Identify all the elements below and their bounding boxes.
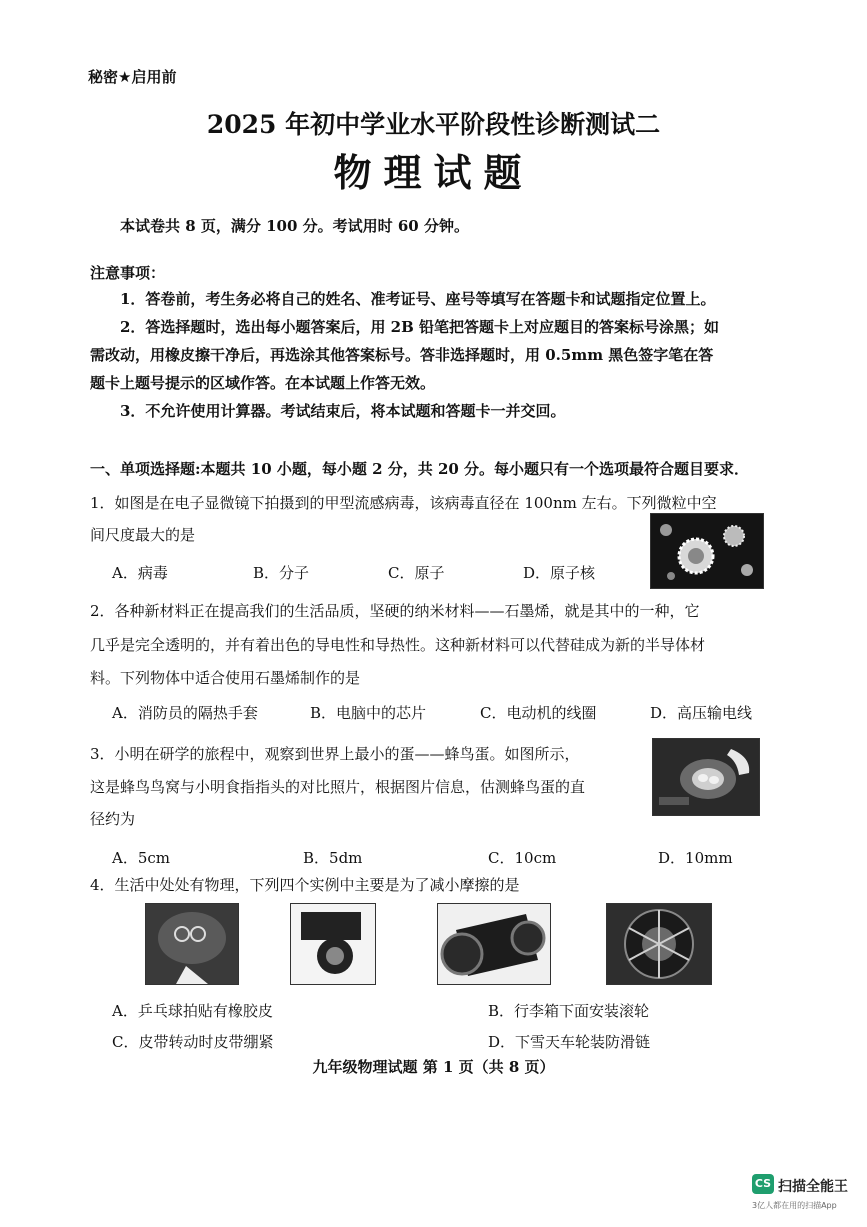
question-3-option-a: A．5cm	[112, 849, 171, 867]
note-line: 2．答选择题时，选出每小题答案后，用 2B 铅笔把答题卡上对应题目的答案标号涂黑；如	[120, 318, 720, 336]
question-1-option-a: A．病毒	[112, 564, 168, 582]
virus-micrograph-image	[650, 513, 764, 589]
confidential-label: 秘密★启用前	[88, 68, 177, 86]
question-2-line: 几乎是完全透明的，并有着出色的导电性和导热性。这种新材料可以代替硅成为新的半导体材	[90, 636, 706, 654]
scanner-app-tagline: 3亿人都在用的扫描App	[752, 1201, 837, 1210]
question-3-option-c: C．10cm	[488, 849, 557, 867]
question-4-option-c: C．皮带转动时皮带绷紧	[112, 1033, 274, 1051]
question-1-line: 1．如图是在电子显微镜下拍摄到的甲型流感病毒，该病毒直径在 100nm 左右。下列微粒中空	[90, 494, 717, 512]
question-3-option-d: D．10mm	[658, 849, 733, 867]
note-line: 1．答卷前，考生务必将自己的姓名、准考证号、座号等填写在答题卡和试题指定位置上。	[120, 290, 716, 308]
note-line: 需改动，用橡皮擦干净后，再选涂其他答案标号。答非选择题时，用 0.5mm 黑色签字笔在答	[90, 346, 714, 364]
question-2-option-d: D．高压输电线	[650, 704, 753, 722]
question-4-option-a: A．乒乓球拍贴有橡胶皮	[112, 1002, 273, 1020]
question-4-option-b: B．行李箱下面安装滚轮	[488, 1002, 650, 1020]
luggage-wheel-image	[290, 903, 376, 985]
ping-pong-paddle-image	[145, 903, 239, 985]
question-1-line: 间尺度最大的是	[90, 526, 196, 544]
question-2-option-a: A．消防员的隔热手套	[112, 704, 258, 722]
question-3-line: 这是蜂鸟鸟窝与小明食指指头的对比照片，根据图片信息，估测蜂鸟蛋的直	[90, 778, 586, 796]
note-line: 3．不允许使用计算器。考试结束后，将本试题和答题卡一并交回。	[120, 402, 566, 420]
question-1-option-d: D．原子核	[523, 564, 596, 582]
question-3-line: 3．小明在研学的旅程中，观察到世界上最小的蛋——蜂鸟蛋。如图所示，	[90, 745, 580, 763]
exam-title: 2025 年初中学业水平阶段性诊断测试二	[206, 110, 661, 139]
subject-title: 物理试题	[333, 150, 534, 195]
scanner-app-name: 扫描全能王	[778, 1179, 848, 1195]
question-2-option-c: C．电动机的线圈	[480, 704, 597, 722]
scanner-logo-icon: CS	[752, 1174, 774, 1194]
question-1-option-b: B．分子	[253, 564, 310, 582]
question-3-option-b: B．5dm	[303, 849, 363, 867]
question-2-option-b: B．电脑中的芯片	[310, 704, 427, 722]
page-footer: 九年级物理试题 第 1 页（共 8 页）	[312, 1058, 555, 1076]
note-line: 题卡上题号提示的区域作答。在本试题上作答无效。	[90, 374, 436, 392]
question-3-line: 径约为	[90, 810, 136, 828]
question-4-line: 4．生活中处处有物理，下列四个实例中主要是为了减小摩擦的是	[90, 876, 520, 894]
question-1-option-c: C．原子	[388, 564, 445, 582]
belt-drive-image	[437, 903, 551, 985]
question-2-line: 料。下列物体中适合使用石墨烯制作的是	[90, 669, 361, 687]
exam-intro: 本试卷共 8 页，满分 100 分。考试用时 60 分钟。	[120, 217, 469, 235]
notes-heading: 注意事项：	[90, 264, 166, 282]
snow-chain-tire-image	[606, 903, 712, 985]
section-heading: 一、单项选择题:本题共 10 小题，每小题 2 分，共 20 分。每小题只有一个选项最符合题目要求．	[90, 460, 750, 478]
question-4-option-d: D．下雪天车轮装防滑链	[488, 1033, 651, 1051]
hummingbird-nest-image	[652, 738, 760, 816]
question-2-line: 2．各种新材料正在提高我们的生活品质，坚硬的纳米材料——石墨烯，就是其中的一种，它	[90, 602, 700, 620]
